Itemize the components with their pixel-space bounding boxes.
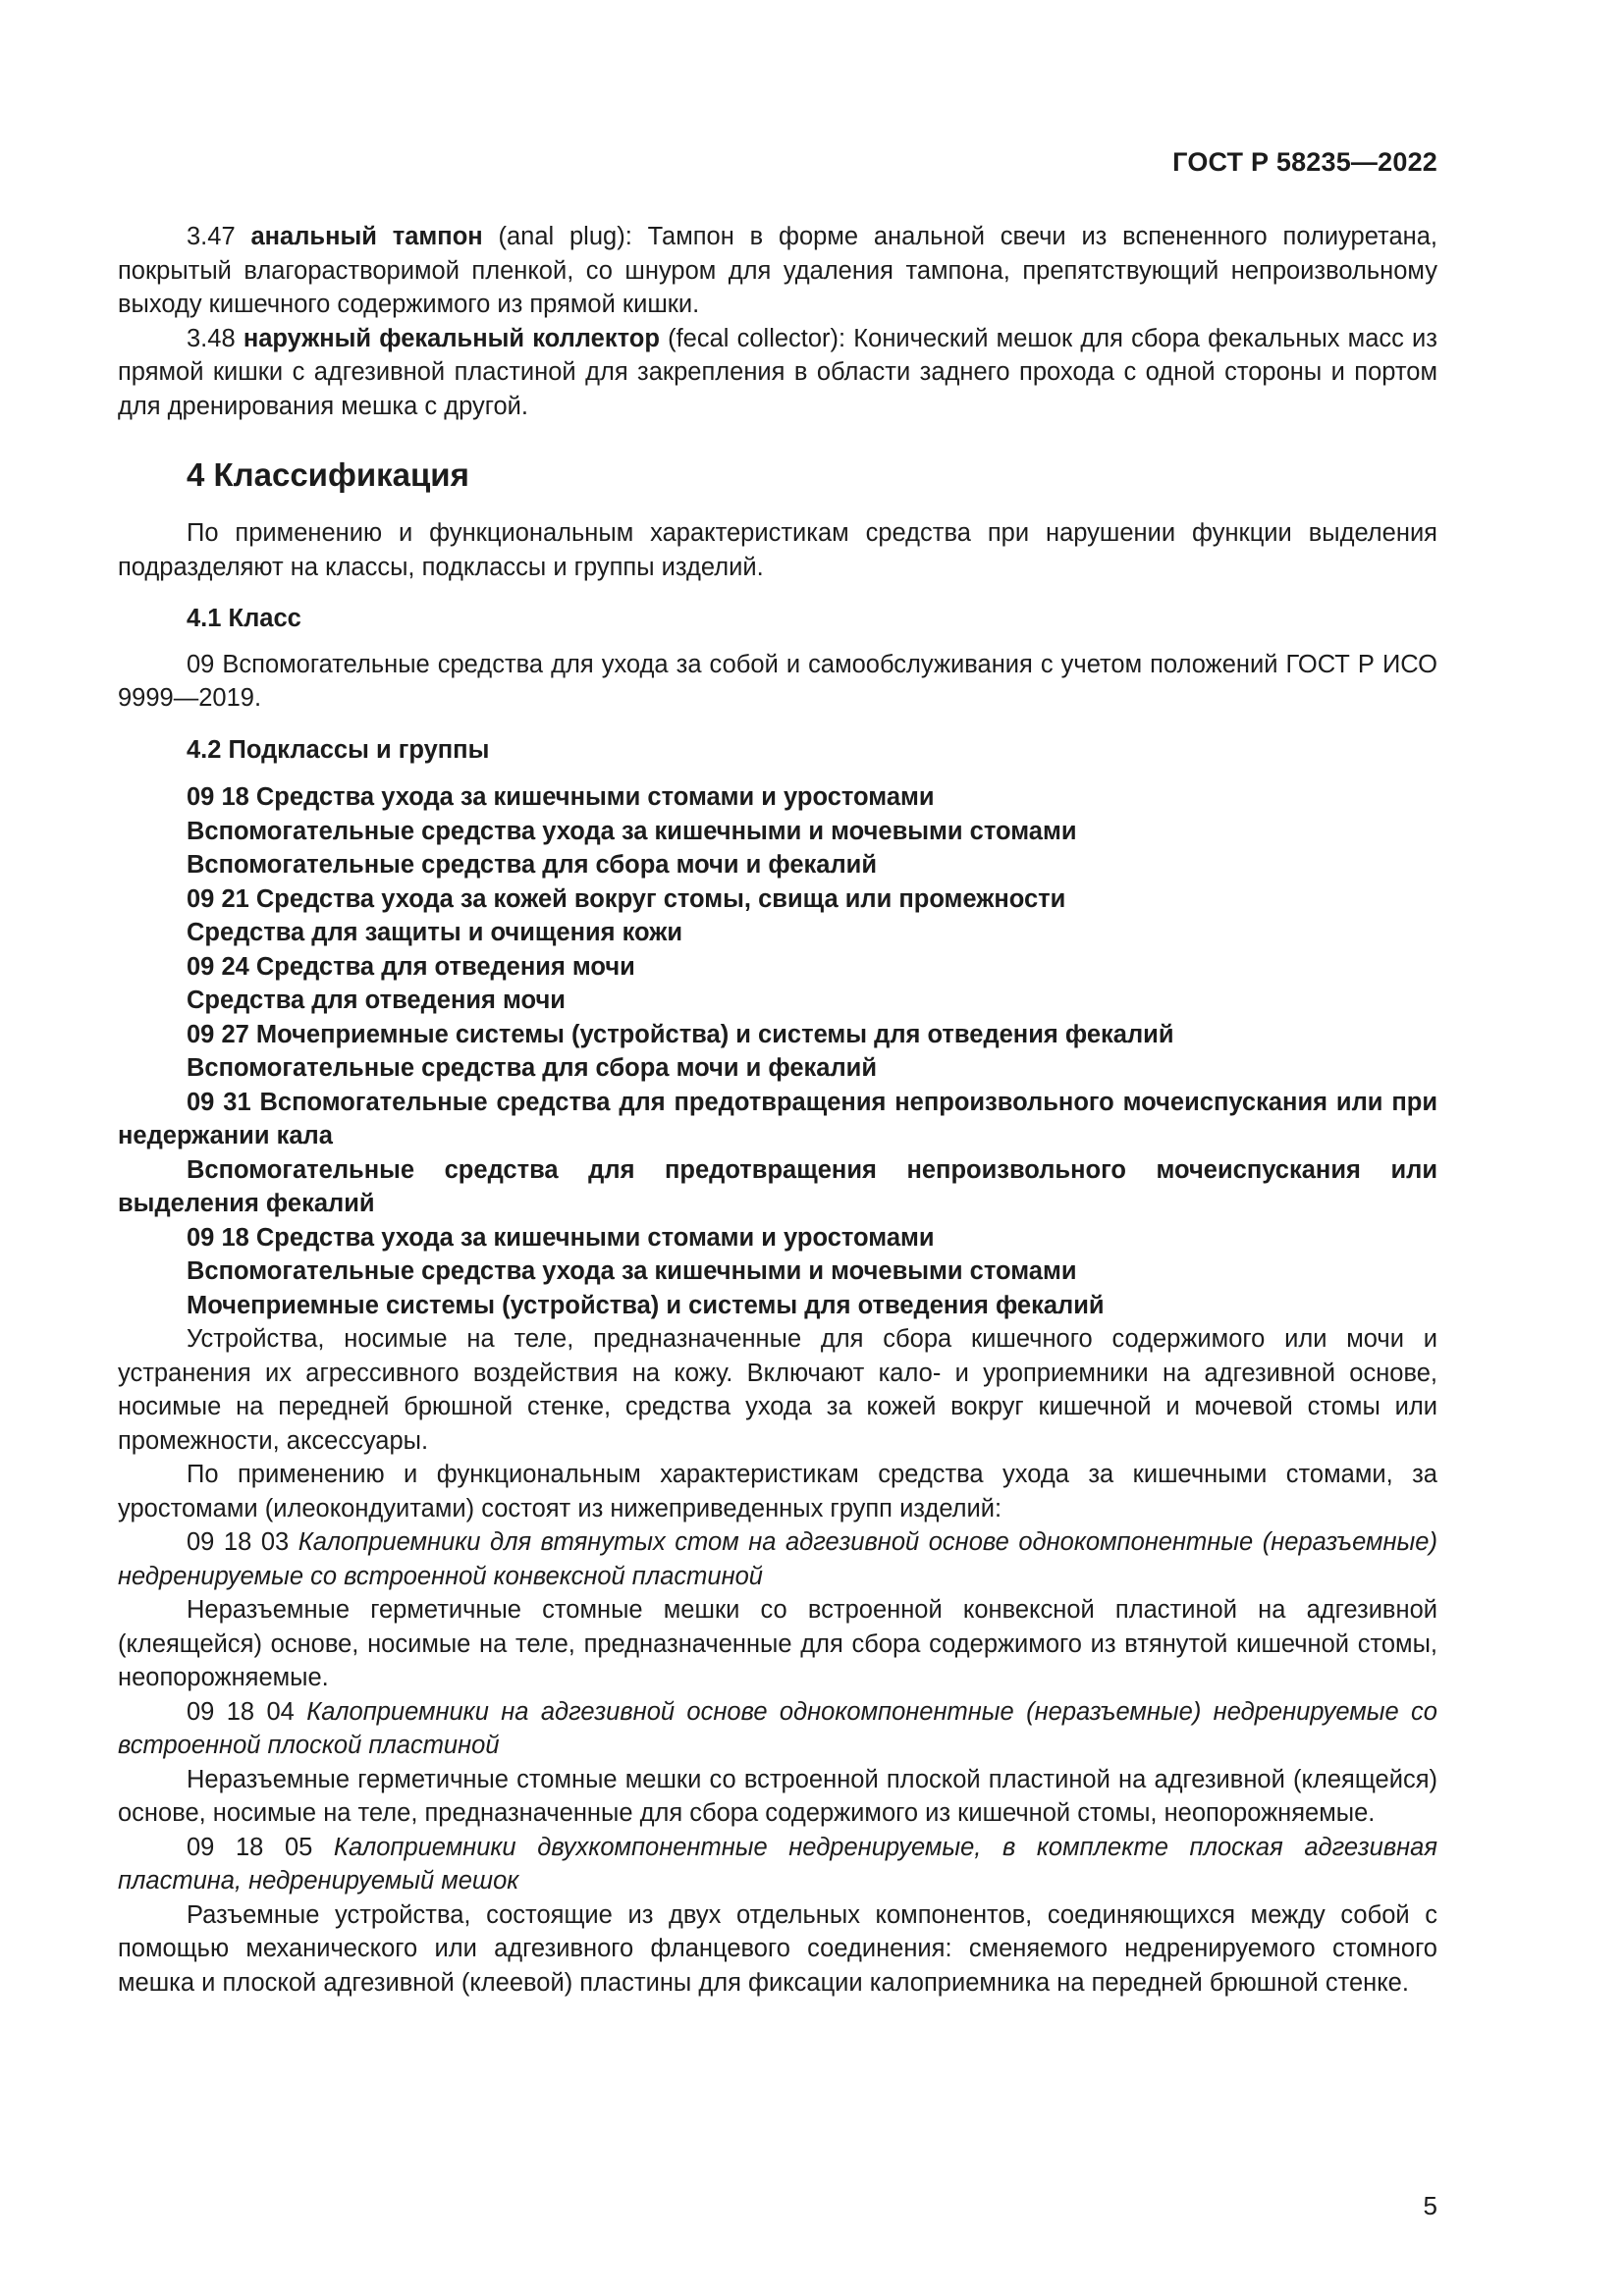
section-4-heading: 4 Классификация (187, 456, 469, 493)
document-id-header: ГОСТ Р 58235—2022 (1172, 147, 1437, 177)
def-term: наружный фекальный коллектор (243, 324, 660, 352)
subclass-line: Средства для защиты и очищения кожи (187, 919, 683, 946)
body-paragraph: Устройства, носимые на теле, предназначенные для сбора кишечного содержимого или мочи и устранения их агрессивного воздействия на кожу. Включают кало- и уроприемники на адгезивной основе, носимые на передней брюшной стенке, средства ухода за кожей вокруг кишечной и мочевой стомы или промежности, аксессуары. (118, 1325, 1437, 1455)
subclass-line: 09 24 Средства для отведения мочи (187, 952, 635, 981)
group-description: Неразъемные герметичные стомные мешки со встроенной плоской пластиной на адгезивной (клеящейся) основе, носимые на теле, предназначенные для сбора содержимого из кишечной стомы, неопорожняемые. (118, 1765, 1437, 1827)
definition-3-48 (118, 322, 1437, 424)
def-text: Конический мешок для сбора фекальных масс из прямой кишки с адгезивной пластиной для закрепления в области заднего прохода с одной стороны и портом для дренирования мешка с другой. (118, 324, 1437, 420)
subsection-4-1-text: 09 Вспомогательные средства для ухода за собой и самообслуживания с учетом положений ГОСТ Р ИСО 9999—2019. (118, 650, 1437, 712)
subclass-list (118, 780, 1437, 1322)
body-paragraph: По применению и функциональным характеристикам средства ухода за кишечными стомами, за уростомами (илеокондуитами) состоят из нижеприведенных групп изделий: (118, 1461, 1437, 1522)
subclass-line: Вспомогательные средства для предотвращения непроизвольного мочеиспускания или выделения фекалий (118, 1155, 1437, 1217)
subclass-line: 09 31 Вспомогательные средства для предотвращения непроизвольного мочеиспускания или при недержании кала (118, 1088, 1437, 1149)
group-title: Калоприемники для втянутых стом на адгезивной основе однокомпонентные (неразъемные) недренируемые со встроенной конвексной пластиной (118, 1528, 1437, 1590)
subclass-line: Вспомогательные средства ухода за кишечными и мочевыми стомами (187, 1257, 1077, 1285)
subclass-line: 09 18 Средства ухода за кишечными стомами и уростомами (187, 783, 935, 811)
group-heading (118, 1525, 1437, 1593)
page-number: 5 (1423, 2191, 1437, 2220)
def-english-term: (anal plug): (498, 223, 632, 250)
group-code: 09 18 03 (187, 1528, 290, 1556)
subclass-line: Вспомогательные средства для сбора мочи и фекалий (187, 851, 878, 879)
group-heading (118, 1831, 1437, 1898)
group-code: 09 18 04 (187, 1697, 295, 1726)
subclass-line: Средства для отведения мочи (187, 987, 566, 1014)
subclass-line: Вспомогательные средства ухода за кишечными и мочевыми стомами (187, 817, 1077, 845)
subclass-line: 09 27 Мочеприемные системы (устройства) и системы для отведения фекалий (187, 1020, 1174, 1048)
def-number: 3.47 (187, 223, 236, 250)
def-term: анальный тампон (250, 223, 483, 250)
group-title: Калоприемники на адгезивной основе однокомпонентные (неразъемные) недренируемые со встроенной плоской пластиной (118, 1697, 1437, 1759)
def-number: 3.48 (187, 324, 236, 352)
def-english-term: (fecal collector): (668, 324, 846, 352)
group-title: Калоприемники двухкомпонентные недренируемые, в комплекте плоская адгезивная пластина, недренируемый мешок (118, 1833, 1437, 1895)
subclass-line: 09 21 Средства ухода за кожей вокруг стомы, свища или промежности (187, 884, 1066, 913)
group-code: 09 18 05 (187, 1833, 313, 1861)
definition-3-47 (118, 220, 1437, 322)
subclass-line: 09 18 Средства ухода за кишечными стомами и уростомами (187, 1223, 935, 1252)
group-description: Неразъемные герметичные стомные мешки со встроенной конвексной пластиной на адгезивной (клеящейся) основе, носимые на теле, предназначенные для сбора содержимого из втянутой кишечной стомы, неопорожняемые. (118, 1596, 1437, 1691)
subsection-4-1-heading: 4.1 Класс (187, 605, 301, 632)
def-text: Тампон в форме анальной свечи из вспененного полиуретана, покрытый влагорастворимой пленкой, со шнуром для удаления тампона, препятствующий непроизвольному выходу кишечного содержимого из прямой кишки. (118, 223, 1437, 318)
subclass-line: Мочеприемные системы (устройства) и системы для отведения фекалий (187, 1291, 1105, 1319)
subclass-line: Вспомогательные средства для сбора мочи и фекалий (187, 1054, 878, 1082)
section-4-intro: По применению и функциональным характеристикам средства при нарушении функции выделения подразделяют на классы, подклассы и группы изделий. (118, 519, 1437, 581)
subsection-4-2-heading: 4.2 Подклассы и группы (187, 735, 490, 764)
group-heading (118, 1695, 1437, 1763)
page-content (118, 220, 1437, 2000)
group-description: Разъемные устройства, состоящие из двух отдельных компонентов, соединяющихся между собой с помощью механического или адгезивного фланцевого соединения: сменяемого недренируемого стомного мешка и плоской адгезивной (клеевой) пластины для фиксации калоприемника на передней брюшной стенке. (118, 1900, 1437, 1997)
